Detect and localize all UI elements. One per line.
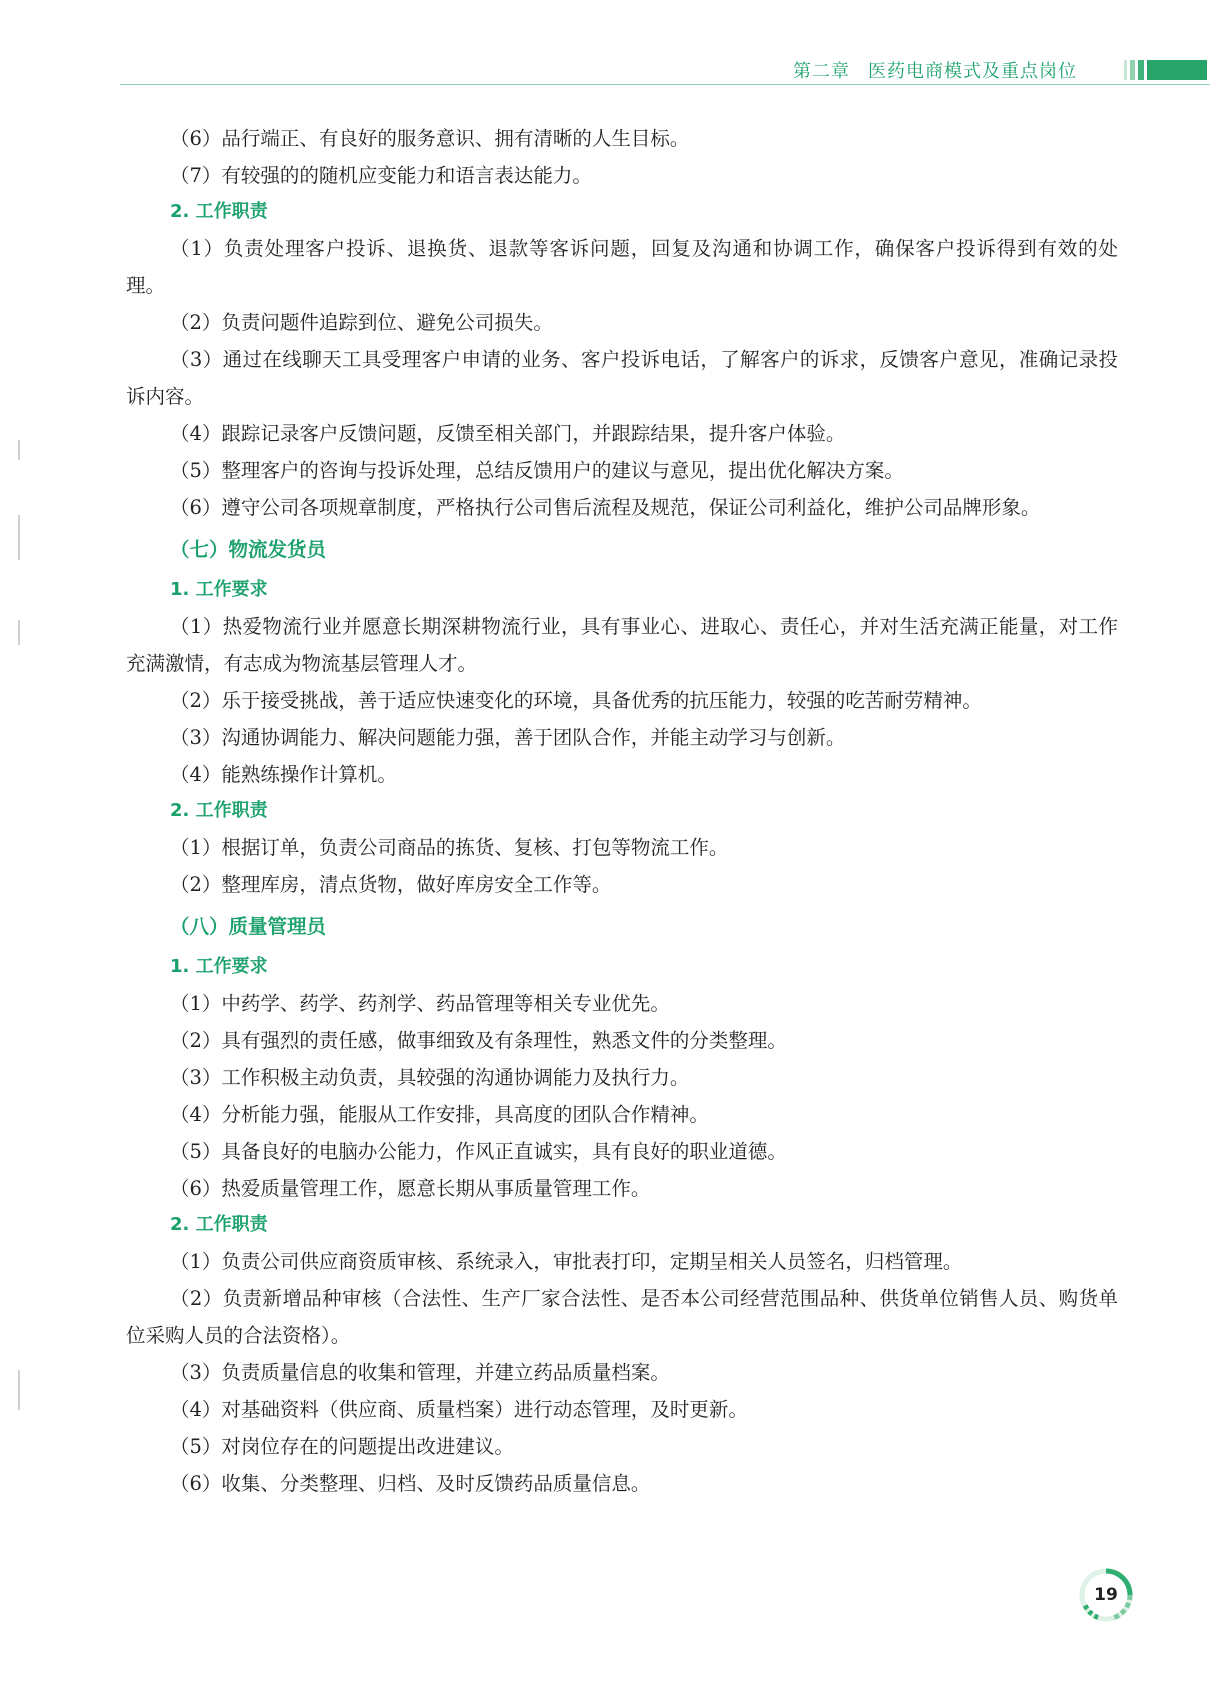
paragraph: （3）负责质量信息的收集和管理，并建立药品质量档案。 [170, 1361, 670, 1384]
scan-edge-mark [18, 620, 20, 645]
subsection-heading: 2. 工作职责 [170, 201, 268, 222]
section-heading: （八）质量管理员 [170, 915, 327, 938]
running-header [793, 57, 1077, 83]
section-heading: （七）物流发货员 [170, 538, 327, 561]
subsection-heading: 2. 工作职责 [170, 800, 268, 821]
paragraph: （1）中药学、药学、药剂学、药品管理等相关专业优先。 [170, 992, 670, 1015]
paragraph: （4）能熟练操作计算机。 [170, 763, 397, 786]
paragraph: （4）跟踪记录客户反馈问题，反馈至相关部门，并跟踪结果，提升客户体验。 [170, 422, 846, 445]
paragraph: （4）对基础资料（供应商、质量档案）进行动态管理，及时更新。 [170, 1398, 748, 1421]
paragraph: （3）通过在线聊天工具受理客户申请的业务、客户投诉电话，了解客户的诉求，反馈客户意见，准确记录投诉内容。 [126, 348, 1118, 408]
page-number-badge [1076, 1565, 1136, 1625]
paragraph: （2）具有强烈的责任感，做事细致及有条理性，熟悉文件的分类整理。 [170, 1029, 787, 1052]
paragraph: （2）整理库房，清点货物，做好库房安全工作等。 [170, 873, 612, 896]
paragraph: （5）具备良好的电脑办公能力，作风正直诚实，具有良好的职业道德。 [170, 1140, 787, 1163]
paragraph: （2）乐于接受挑战，善于适应快速变化的环境，具备优秀的抗压能力，较强的吃苦耐劳精神。 [170, 689, 982, 712]
paragraph: （1）负责公司供应商资质审核、系统录入，审批表打印，定期呈相关人员签名，归档管理。 [170, 1250, 963, 1273]
paragraph: （6）热爱质量管理工作，愿意长期从事质量管理工作。 [170, 1177, 651, 1200]
subsection-heading: 1. 工作要求 [170, 579, 268, 600]
paragraph: （1）根据订单，负责公司商品的拣货、复核、打包等物流工作。 [170, 836, 729, 859]
subsection-heading: 1. 工作要求 [170, 956, 268, 977]
page-body [126, 120, 1118, 1502]
paragraph: （6）收集、分类整理、归档、及时反馈药品质量信息。 [170, 1472, 651, 1495]
paragraph: （4）分析能力强，能服从工作安排，具高度的团队合作精神。 [170, 1103, 709, 1126]
scan-edge-mark [18, 515, 20, 560]
scan-edge-mark [18, 1370, 20, 1410]
chapter-title: 医药电商模式及重点岗位 [868, 61, 1077, 82]
paragraph: （7）有较强的的随机应变能力和语言表达能力。 [170, 164, 592, 187]
paragraph: （5）对岗位存在的问题提出改进建议。 [170, 1435, 514, 1458]
page-number: 19 [1094, 1585, 1118, 1605]
scan-edge-mark [18, 440, 20, 460]
subsection-heading: 2. 工作职责 [170, 1214, 268, 1235]
paragraph: （1）负责处理客户投诉、退换货、退款等客诉问题，回复及沟通和协调工作，确保客户投诉得到有效的处理。 [126, 237, 1118, 297]
paragraph: （2）负责问题件追踪到位、避免公司损失。 [170, 311, 553, 334]
header-decoration [1124, 58, 1207, 80]
paragraph: （1）热爱物流行业并愿意长期深耕物流行业，具有事业心、进取心、责任心，并对生活充满正能量，对工作充满激情，有志成为物流基层管理人才。 [126, 615, 1118, 675]
paragraph: （2）负责新增品种审核（合法性、生产厂家合法性、是否本公司经营范围品种、供货单位销售人员、购货单位采购人员的合法资格）。 [126, 1287, 1118, 1347]
paragraph: （3）沟通协调能力、解决问题能力强，善于团队合作，并能主动学习与创新。 [170, 726, 846, 749]
paragraph: （6）品行端正、有良好的服务意识、拥有清晰的人生目标。 [170, 127, 690, 150]
paragraph: （6）遵守公司各项规章制度，严格执行公司售后流程及规范，保证公司利益化，维护公司品牌形象。 [170, 496, 1041, 519]
header-rule [120, 84, 1210, 85]
paragraph: （3）工作积极主动负责，具较强的沟通协调能力及执行力。 [170, 1066, 690, 1089]
chapter-label: 第二章 [793, 61, 850, 82]
paragraph: （5）整理客户的咨询与投诉处理，总结反馈用户的建议与意见，提出优化解决方案。 [170, 459, 904, 482]
